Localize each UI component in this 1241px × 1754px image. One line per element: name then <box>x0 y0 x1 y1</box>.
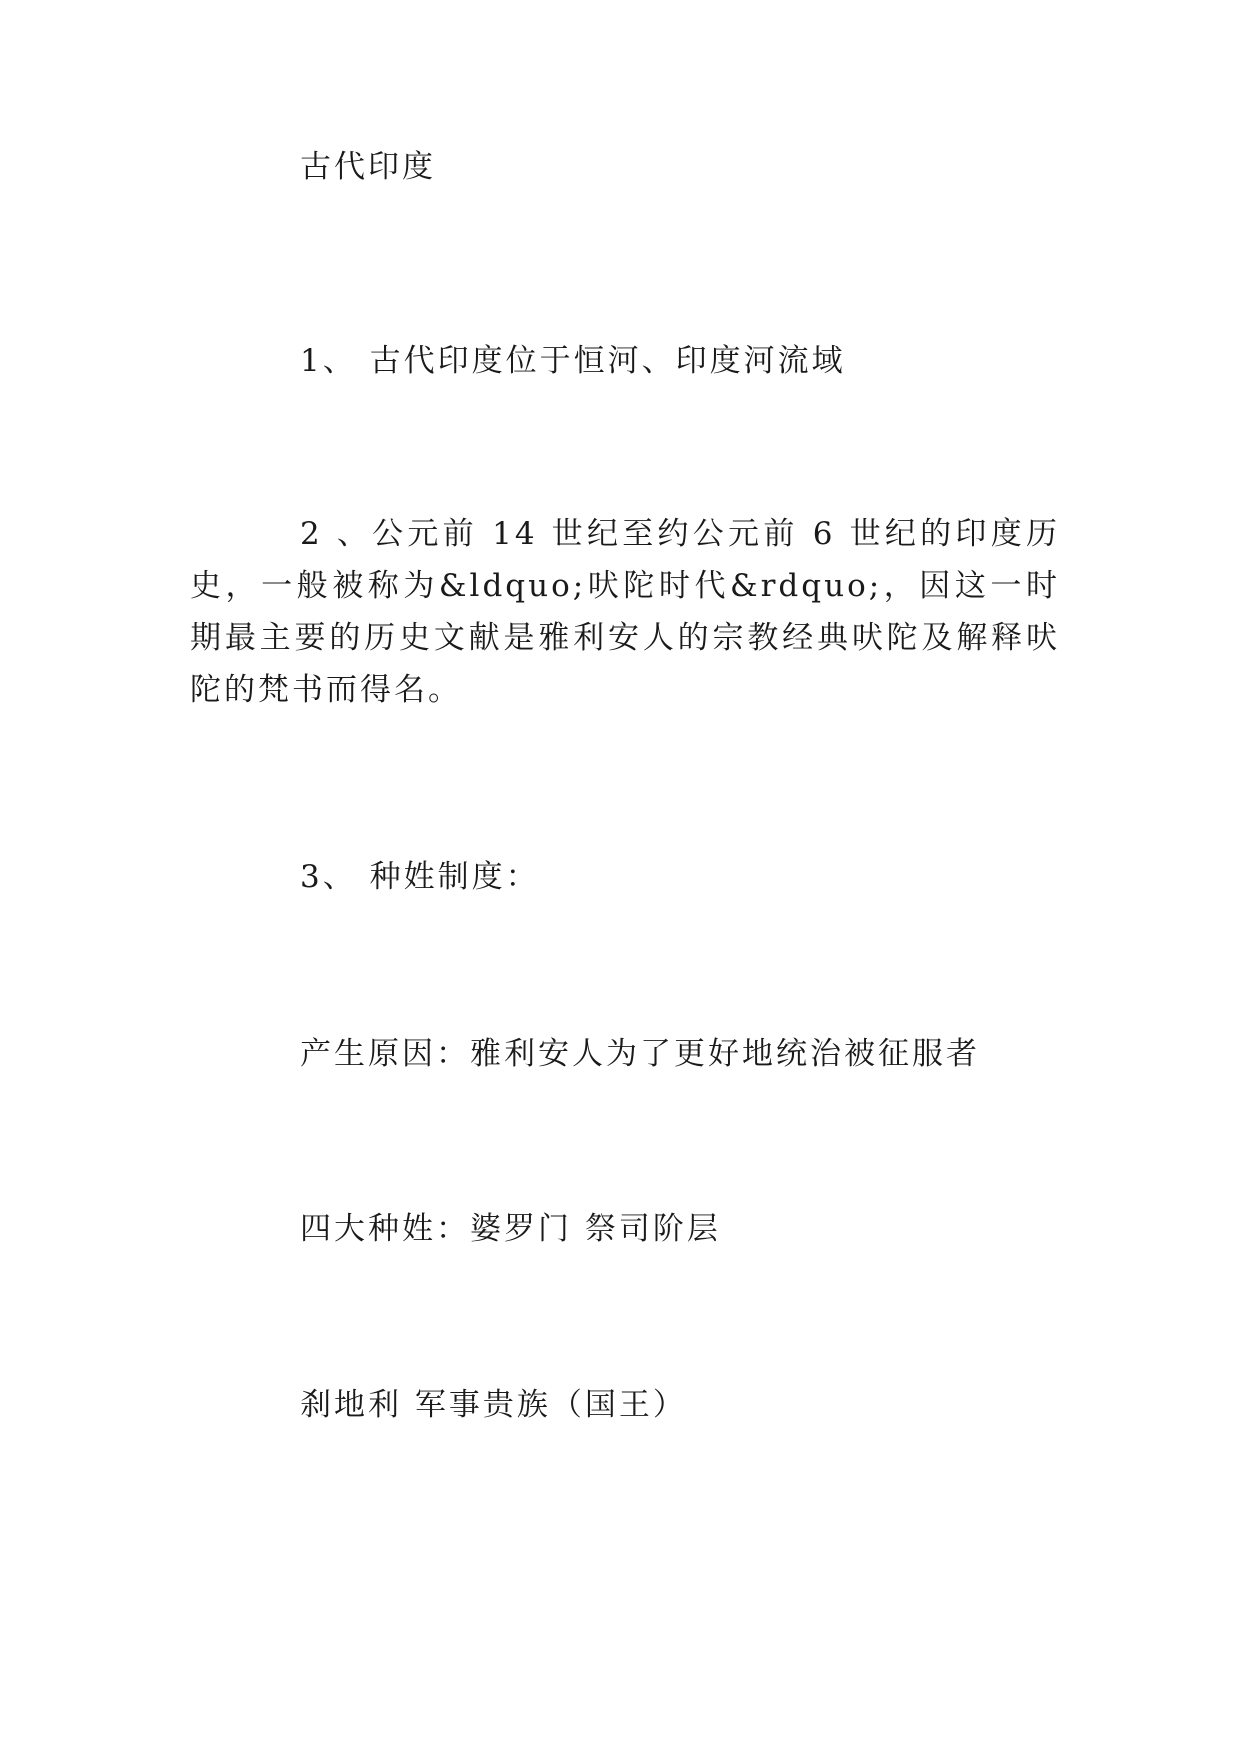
four-castes-line-1: 四大种姓：婆罗门 祭司阶层 <box>300 1211 721 1247</box>
four-castes-line-2: 刹地利 军事贵族（国王） <box>300 1387 687 1423</box>
list-item-3: 3、 种姓制度： <box>300 859 540 895</box>
list-item-1: 1、 古代印度位于恒河、印度河流域 <box>300 343 846 379</box>
heading: 古代印度 <box>300 149 436 185</box>
list-item-2-paragraph: 2 、公元前 14 世纪至约公元前 6 世纪的印度历史，一般被称为&ldquo;吠陀时代&rdquo;，因这一时期最主要的历史文献是雅利安人的宗教经典吠陀及解释吠陀的梵书而得名。 <box>190 516 1060 708</box>
caste-origin-cause: 产生原因：雅利安人为了更好地统治被征服者 <box>300 1036 980 1072</box>
